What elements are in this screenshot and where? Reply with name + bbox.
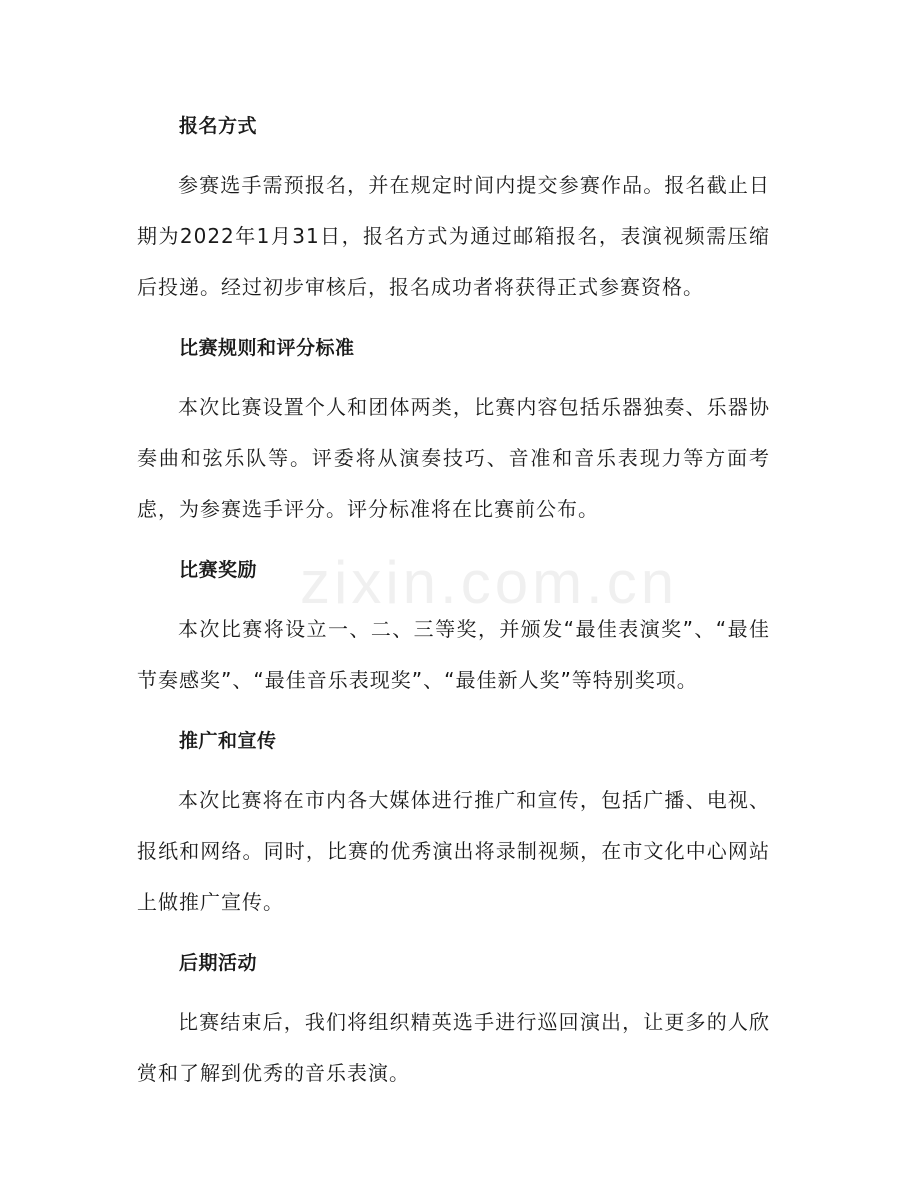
section-registration (137, 110, 770, 313)
section-promotion (137, 725, 770, 928)
section-awards (137, 554, 770, 706)
section-heading: 后期活动 (179, 952, 258, 974)
section-paragraph: 本次比赛将在市内各大媒体进行推广和宣传，包括广播、电视、报纸和网络。同时，比赛的优秀演出将录制视频，在市文化中心网站上做推广宣传。 (137, 788, 770, 914)
section-paragraph: 本次比赛设置个人和团体两类，比赛内容包括乐器独奏、乐器协奏曲和弦乐队等。评委将从演奏技巧、音准和音乐表现力等方面考虑，为参赛选手评分。评分标准将在比赛前公布。 (137, 395, 770, 521)
section-paragraph: 参赛选手需预报名，并在规定时间内提交参赛作品。报名截止日期为2022年1月31日，报名方式为通过邮箱报名，表演视频需压缩后投递。经过初步审核后，报名成功者将获得正式参赛资格。 (137, 173, 770, 299)
section-followup (137, 947, 770, 1099)
section-heading: 报名方式 (179, 115, 258, 137)
watermark: zixin.com.cn (300, 549, 679, 616)
section-paragraph: 本次比赛将设立一、二、三等奖，并颁发“最佳表演奖”、“最佳节奏感奖”、“最佳音乐表现奖”、“最佳新人奖”等特别奖项。 (137, 617, 770, 692)
section-paragraph: 比赛结束后，我们将组织精英选手进行巡回演出，让更多的人欣赏和了解到优秀的音乐表演。 (137, 1010, 770, 1085)
section-heading: 比赛规则和评分标准 (179, 337, 355, 359)
section-heading: 推广和宣传 (179, 730, 277, 752)
section-heading: 比赛奖励 (179, 559, 258, 581)
section-rules (137, 332, 770, 535)
